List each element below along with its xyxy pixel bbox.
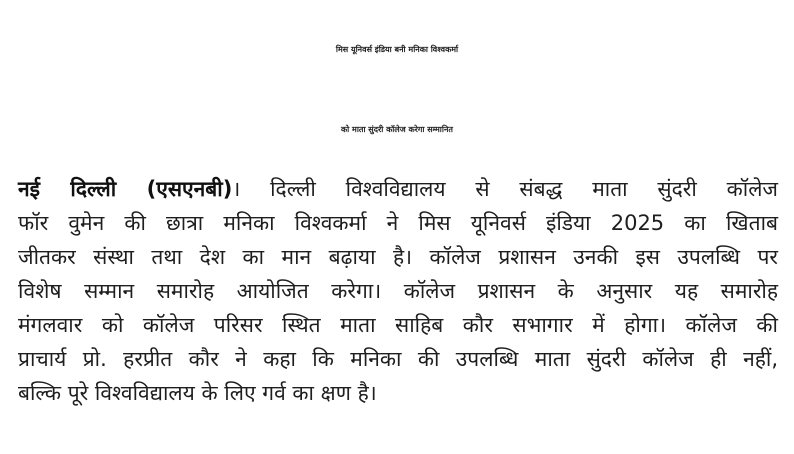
dateline: नई दिल्ली (एसएनबी) [18, 177, 233, 201]
body-line-7: बल्कि पूरे विश्वविद्यालय के लिए गर्व का क्षण है। [18, 381, 377, 405]
body-line-3: जीतकर संस्था तथा देश का मान बढ़ाया है। कॉलेज प्रशासन उनकी इस उपलब्धि पर [18, 245, 778, 269]
body-line-2: फॉर वुमेन की छात्रा मनिका विश्वकर्मा ने मिस यूनिवर्स इंडिया 2025 का खिताब [18, 211, 778, 235]
body-line-1-text: । दिल्ली विश्वविद्यालय से संबद्ध माता सुंदरी कॉलेज [232, 177, 779, 201]
body-line-1 [18, 172, 778, 206]
body-line-5: मंगलवार को कॉलेज परिसर स्थित माता साहिब कौर सभागार में होगा। कॉलेज की [18, 313, 778, 337]
article-body [18, 172, 778, 410]
body-line-6: प्राचार्य प्रो. हरप्रीत कौर ने कहा कि मनिका की उपलब्धि माता सुंदरी कॉलेज ही नहीं, [18, 347, 778, 371]
body-line-4: विशेष सम्मान समारोह आयोजित करेगा। कॉलेज प्रशासन के अनुसार यह समारोह [18, 279, 778, 303]
headline-line-1: मिस यूनिवर्स इंडिया बनी मनिका विश्वकर्मा [335, 45, 459, 54]
headline-line-2: को माता सुंदरी कॉलेज करेगा सम्मानित [341, 125, 453, 134]
